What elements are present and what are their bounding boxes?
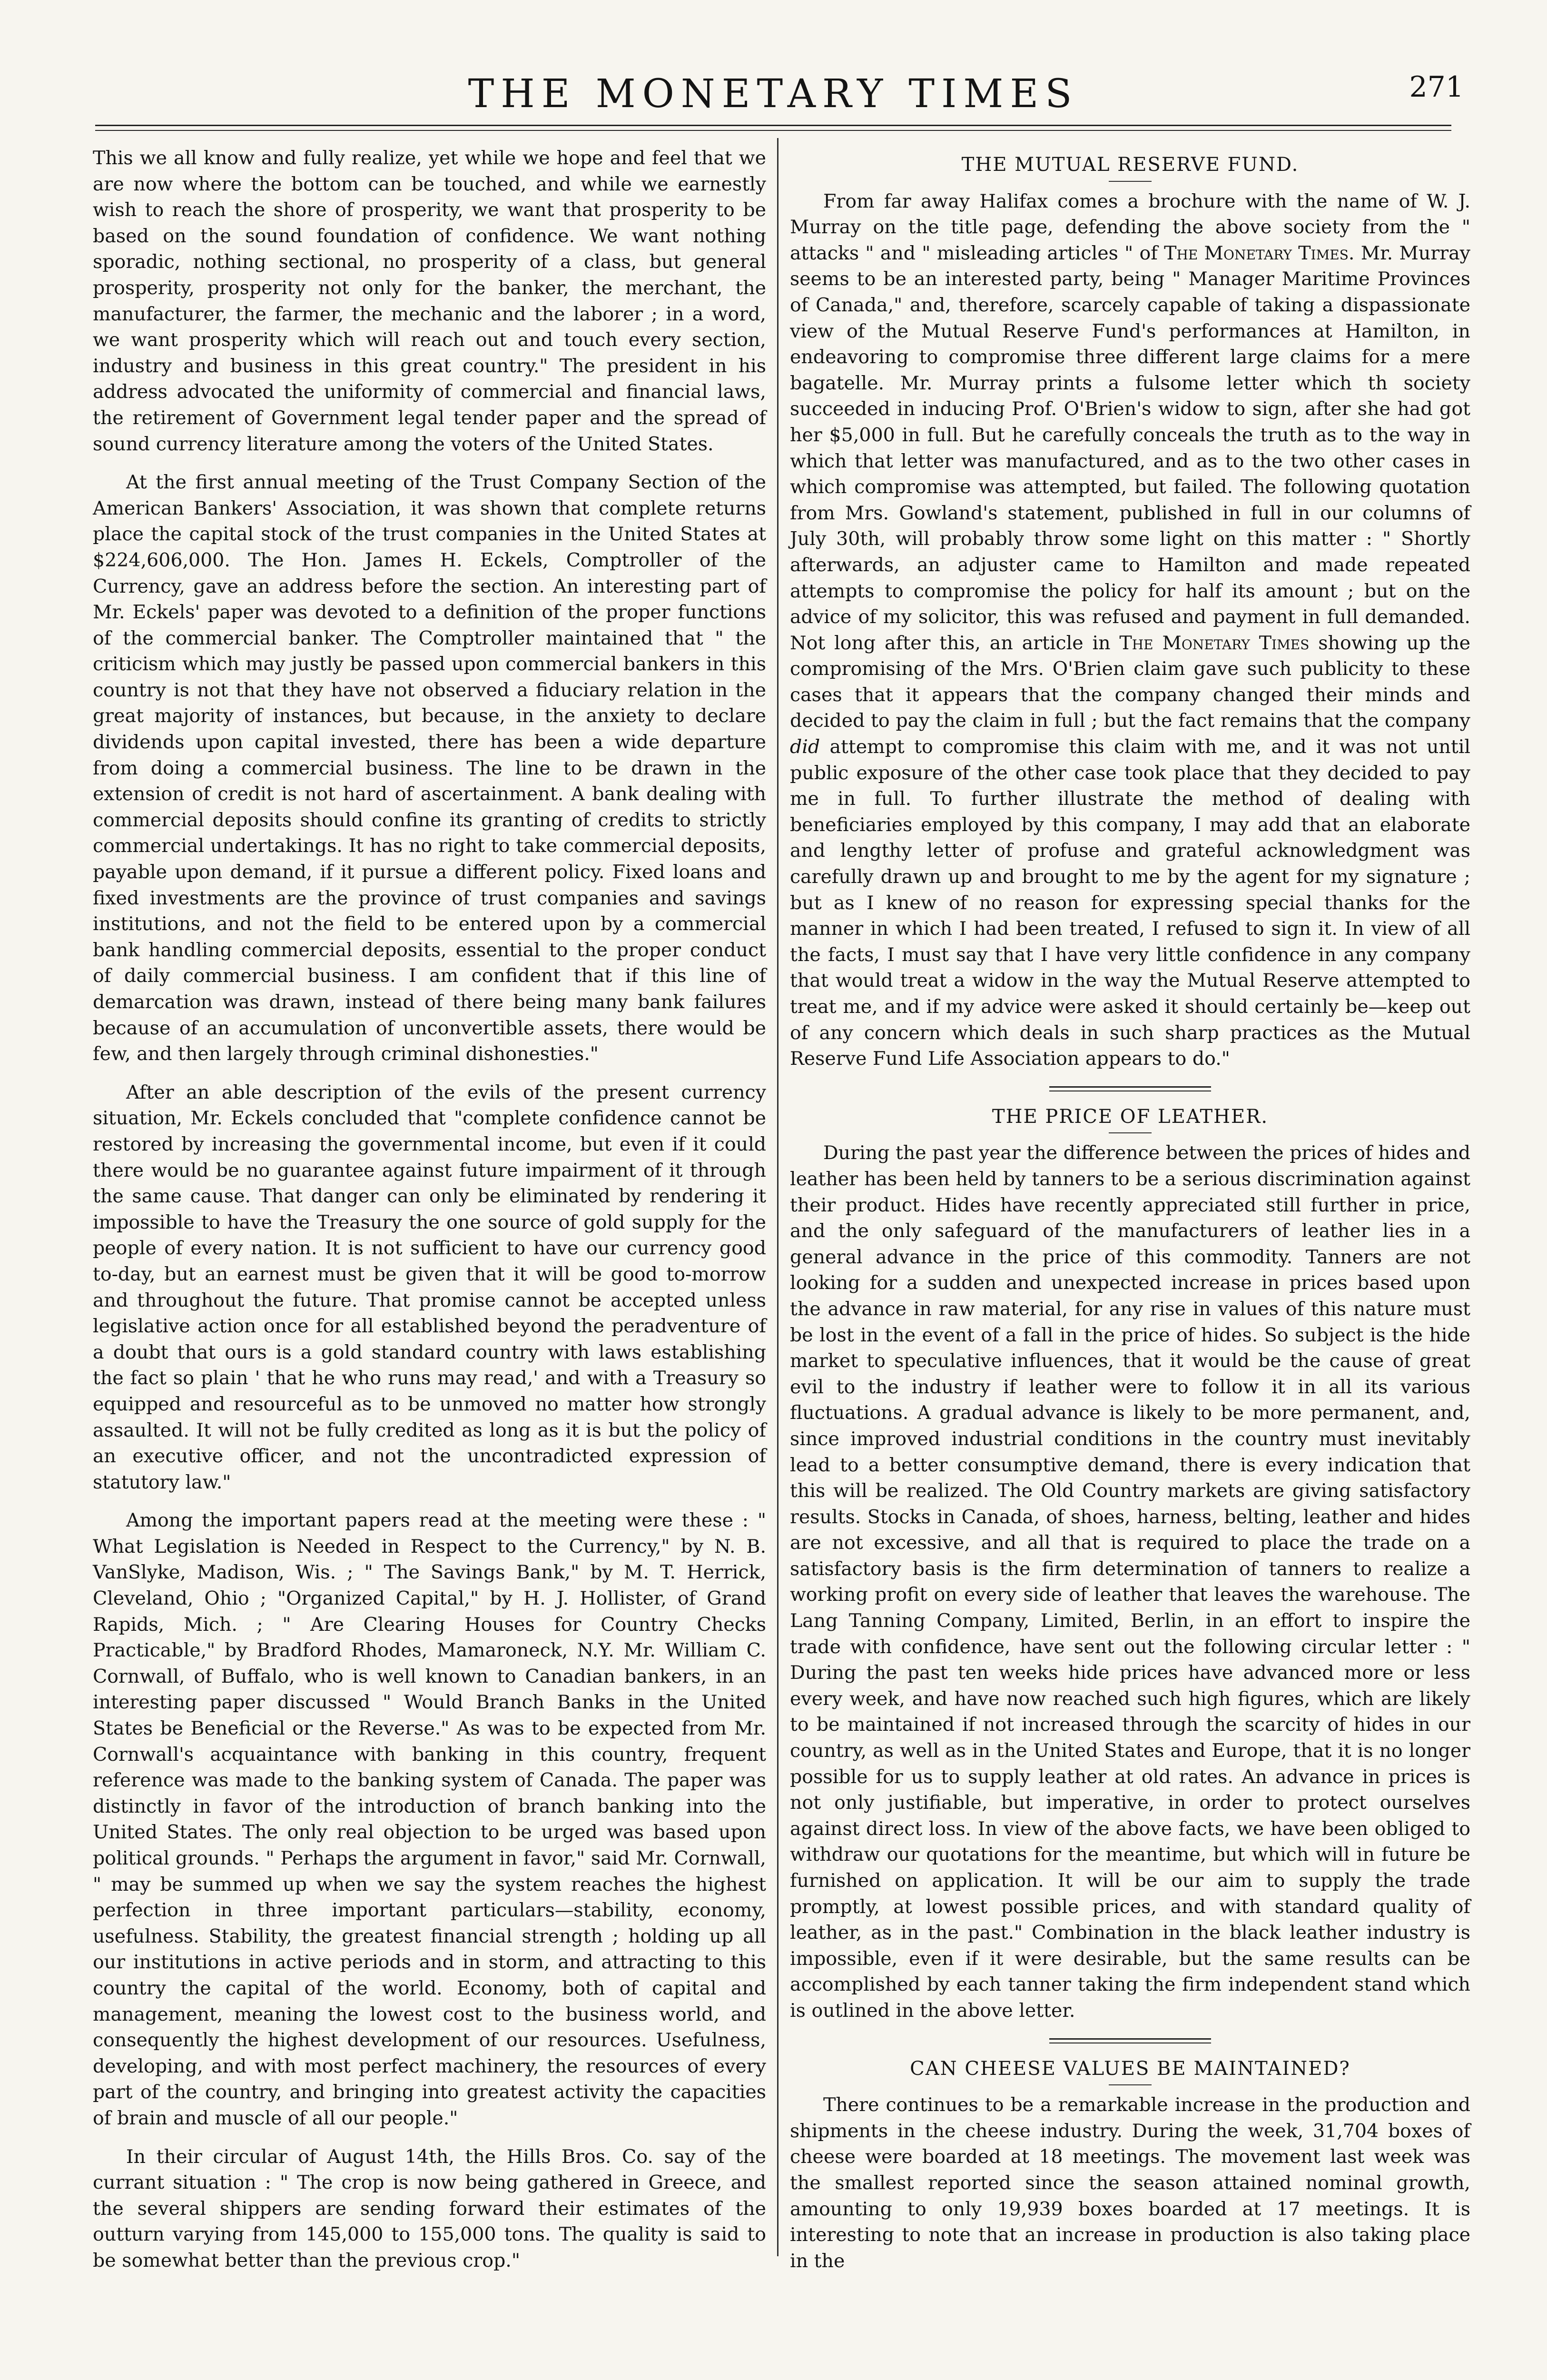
heading-mutual-reserve-fund: THE MUTUAL RESERVE FUND.: [961, 154, 1299, 176]
left-column: [93, 145, 766, 2286]
publication-name: The Monetary Times: [1164, 242, 1349, 264]
heading-underline: [1109, 181, 1152, 182]
article-cheese-values: There continues to be a remarkable increase in the production and shipments in the cheese industry. During the week, 31,704 boxes of cheese were boarded at 18 meetings. The movement last week was the smallest reported since the season attained nominal growth, amounting to only 19,939 boxes boarded at 17 meetings. It is interesting to note that an increase in production is also taking place in the: [790, 2094, 1470, 2272]
section-divider: [1049, 2038, 1211, 2043]
article-text: . Mr. Murray seems to be an interested party, being " Manager Maritime Provinces of Canada," and, therefore, scarcely capable of taking a dispassionate view of the Mutual Reserve Fund's performances at Hamilton, in endeavoring to compromise three different large claims for a mere bagatelle. Mr. Murray prints a fulsome letter which th society succeeded in inducing Prof. O'Brien's widow to sign, after she had got her $5,000 in full. But he carefully conceals the truth as to the way in which that letter was manufactured, and as to the two other cases in which compromise was attempted, but failed. The following quotation from Mrs. Gowland's statement, published in full in our columns of July 30th, will probably throw some light on this matter : " Shortly afterwards, an adjuster came to Hamilton and made repeated attempts to compromise the policy for half its amount ; but on the advice of my solicitor, this was refused and payment in full demanded. Not long after this, an article in: [790, 242, 1470, 654]
paragraph-prosperity: This we all know and fully realize, yet while we hope and feel that we are now where the bottom can be touched, and while we earnestly wish to reach the shore of prosperity, we want that prosperity to be based on the sound foundation of confidence. We want nothing sporadic, nothing sectional, no prosperity of a class, but general prosperity, prosperity not only for the banker, the merchant, the manufacturer, the farmer, the mechanic and the laborer ; in a word, we want prosperity which will reach out and touch every section, industry and business in this great country." The president in his address advocated the uniformity of commercial and financial laws, the retirement of Government legal tender paper and the spread of sound currency literature among the voters of the United States.: [93, 147, 766, 455]
masthead-rule-secondary: [95, 130, 1451, 131]
column-divider: [777, 138, 778, 2256]
masthead-title: THE MONETARY TIMES: [468, 71, 1079, 117]
paragraph-trust-company-section: At the first annual meeting of the Trust Company Section of the American Bankers' Association, it was shown that complete returns place the capital stock of the trust companies in the United States at $224,606,000. The Hon. James H. Eckels, Comptroller of the Currency, gave an address before the section. An interesting part of Mr. Eckels' paper was devoted to a definition of the proper functions of the commercial banker. The Comptroller maintained that " the criticism which may justly be passed upon commercial bankers in this country is not that they have not observed a fiduciary relation in the great majority of instances, but because, in the anxiety to declare dividends upon capital invested, there has been a wide departure from doing a commercial business. The line to be drawn in the extension of credit is not hard of ascertainment. A bank dealing with commercial deposits should confine its granting of credits to strictly commercial undertakings. It has no right to take commercial deposits, payable upon demand, if it pursue a different policy. Fixed loans and fixed investments are the province of trust companies and savings institutions, and not the field to be entered upon by a commercial bank handling commercial deposits, essential to the proper conduct of daily commercial business. I am confident that if this line of demarcation was drawn, instead of there being many bank failures because of an accumulation of unconvertible assets, there would be few, and then largely through criminal dishonesties.": [93, 471, 766, 1065]
masthead-rule: [95, 125, 1451, 126]
article-text: From far away Halifax comes a brochure with the name of W. J. Murray on the title page, defending the above society from the " attacks " and " misleading articles " of: [790, 190, 1470, 264]
heading-underline: [1109, 1132, 1152, 1133]
emphasis-text: did: [790, 736, 820, 758]
paragraph-hills-bros-circular: In their circular of August 14th, the Hills Bros. Co. say of the currant situation : " The crop is now being gathered in Greece, and the several shippers are sending forward their estimates of the outturn varying from 145,000 to 155,000 tons. The quality is said to be somewhat better than the previous crop.": [93, 2145, 766, 2271]
publication-name: The Monetary Times: [1119, 632, 1310, 654]
article-text: attempt to compromise this claim with me, and it was not until public exposure of the other case took place that they decided to pay me in full. To further illustrate the method of dealing with beneficiaries employed by this company, I may add that an elaborate and lengthy letter of profuse and grateful acknowledgment was carefully drawn up and brought to me by the agent for my signature ; but as I knew of no reason for expressing special thanks for the manner in which I had been treated, I refused to sign it. In view of all the facts, I must say that I have very little confidence in any company that would treat a widow in the way the Mutual Reserve attempted to treat me, and if my advice were asked it should certainly be—keep out of any concern which deals in such sharp practices as the Mutual Reserve Fund Life Association appears to do.": [790, 736, 1470, 1070]
right-column: [790, 145, 1470, 2286]
heading-cheese-values: CAN CHEESE VALUES BE MAINTAINED?: [910, 2057, 1350, 2080]
page-number: 271: [1409, 70, 1464, 104]
heading-price-of-leather: THE PRICE OF LEATHER.: [992, 1105, 1269, 1128]
paragraph-currency-situation: After an able description of the evils of the present currency situation, Mr. Eckels concluded that "complete confidence cannot be restored by increasing the governmental income, but even if it could there would be no guarantee against future impairment of it through the same cause. That danger can only be eliminated by rendering it impossible to have the Treasury the one source of gold supply for the people of every nation. It is not sufficient to have our currency good to-day, but an earnest must be given that it will be good to-morrow and throughout the future. That promise cannot be accepted unless legislative action once for all established beyond the peradventure of a doubt that ours is a gold standard country with laws establishing the fact so plain ' that he who runs may read,' and with a Treasury so equipped and resourceful as to be unmoved no matter how strongly assaulted. It will not be fully credited as long as it is but the policy of an executive officer, and not the uncontradicted expression of statutory law.": [93, 1081, 766, 1493]
article-price-of-leather: During the past year the difference between the prices of hides and leather has been held by tanners to be a serious discrimination against their product. Hides have recently appreciated still further in price, and the only safeguard of the manufacturers of leather lies in a general advance in the price of this commodity. Tanners are not looking for a sudden and unexpected increase in prices based upon the advance in raw material, for any rise in values of this nature must be lost in the event of a fall in the price of hides. So subject is the hide market to speculative influences, that it would be the cause of great evil to the industry if leather were to follow it in all its various fluctuations. A gradual advance is likely to be more permanent, and, since improved industrial conditions in the country must inevitably lead to a better consumptive demand, there is every indication that this will be realized. The Old Country markets are giving satisfactory results. Stocks in Canada, of shoes, harness, belting, leather and hides are not excessive, and all that is required to place the trade on a satisfactory basis is the firm determination of tanners to realize a working profit on every side of leather that leaves the warehouse. The Lang Tanning Company, Limited, Berlin, in an effort to inspire the trade with confidence, have sent out the following circular letter : " During the past ten weeks hide prices have advanced more or less every week, and have now reached such high figures, which are likely to be maintained if not increased through the scarcity of hides in our country, as well as in the United States and Europe, that it is no longer possible for us to supply leather at old rates. An advance in prices is not only justifiable, but imperative, in order to protect ourselves against direct loss. In view of the above facts, we have been obliged to withdraw our quotations for the meantime, but which will in future be furnished on application. It will be our aim to supply the trade promptly, at lowest possible prices, and with standard quality of leather, as in the past." Combination in the black leather industry is impossible, even if it were desirable, but the same results can be accomplished by each tanner taking the firm independent stand which is outlined in the above letter.: [790, 1142, 1470, 2022]
heading-underline: [1109, 2084, 1152, 2085]
paragraph-important-papers: Among the important papers read at the meeting were these : " What Legislation is Needed in Respect to the Currency," by N. B. VanSlyke, Madison, Wis. ; " The Savings Bank," by M. T. Herrick, Cleveland, Ohio ; "Organized Capital," by H. J. Hollister, of Grand Rapids, Mich. ; " Are Clearing Houses for Country Checks Practicable," by Bradford Rhodes, Mamaroneck, N.Y. Mr. William C. Cornwall, of Buffalo, who is well known to Canadian bankers, in an interesting paper discussed " Would Branch Banks in the United States be Beneficial or the Reverse." As was to be expected from Mr. Cornwall's acquaintance with banking in this country, frequent reference was made to the banking system of Canada. The paper was distinctly in favor of the introduction of branch banking into the United States. The only real objection to be urged was based upon political grounds. " Perhaps the argument in favor," said Mr. Cornwall, " may be summed up when we say the system reaches the highest perfection in three important particulars—stability, economy, usefulness. Stability, the greatest financial strength ; holding up all our institutions in active periods and in storm, and attracting to this country the capital of the world. Economy, both of capital and management, meaning the lowest cost to the business world, and consequently the highest development of our resources. Usefulness, developing, and with most perfect machinery, the resources of every part of the country, and bringing into greatest activity the capacities of brain and muscle of all our people.": [93, 1509, 766, 2129]
section-divider: [1049, 1086, 1211, 1091]
article-mutual-reserve-fund: [790, 188, 1470, 1072]
article-text: showing up the compromising of the Mrs. O'Brien claim gave such publicity to these cases that it appears that the company changed their minds and decided to pay the claim in full ; but the fact remains that the company: [790, 632, 1470, 732]
